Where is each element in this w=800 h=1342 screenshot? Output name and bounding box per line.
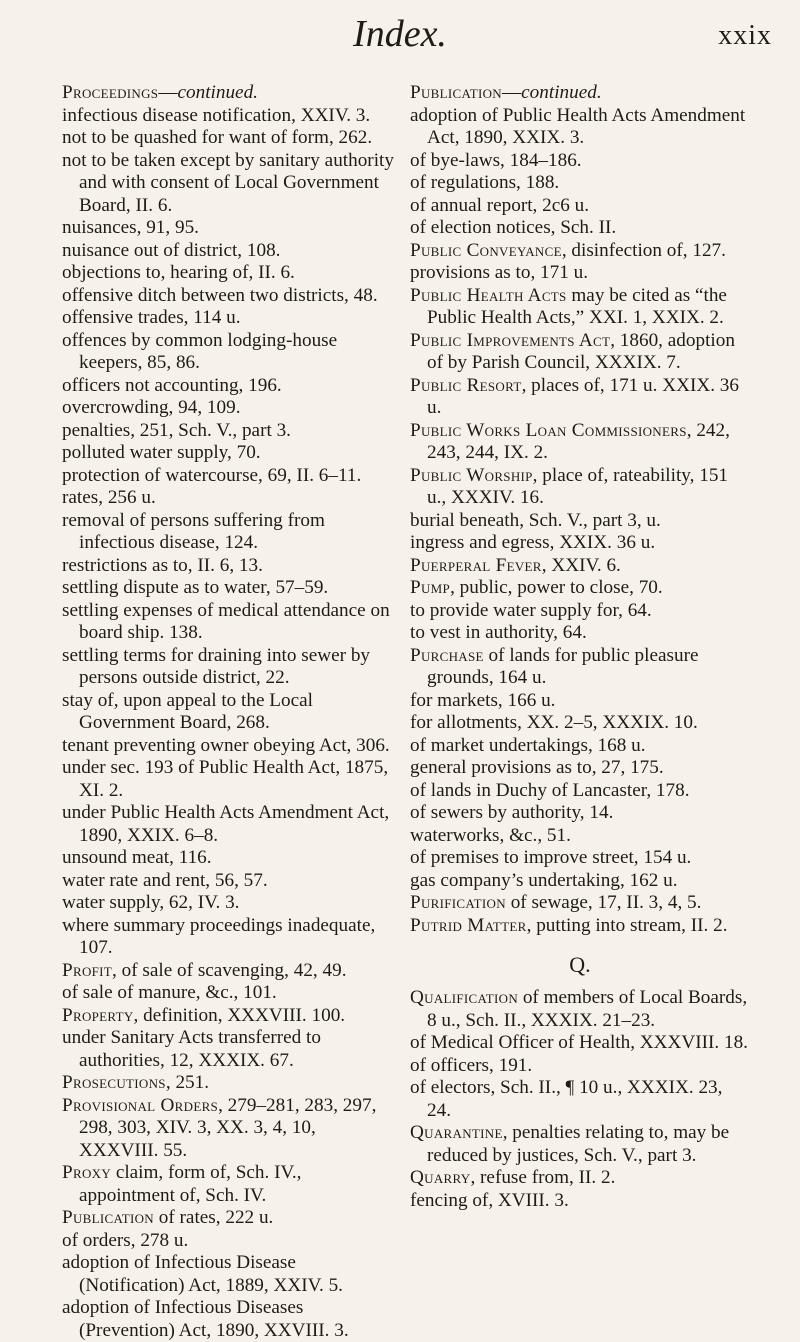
entry-heading: Proxy: [62, 1162, 112, 1183]
index-subentry: settling expenses of medical attendance on board ship. 138.: [62, 599, 390, 643]
index-subentry: settling terms for draining into sewer by persons outside district, 22.: [62, 644, 371, 688]
entry-text: , disinfection of, 127.: [561, 239, 726, 261]
index-subentry: ingress and egress, XXIX. 36 u.: [410, 532, 656, 553]
index-heading-entry: [62, 1207, 398, 1230]
index-subentry: under Public Health Acts Amendment Act, 1890, XXIX. 6–8.: [62, 802, 390, 846]
entry-text: claim, form of, Sch. IV., appointment of, Sch. IV.: [79, 1162, 302, 1206]
entry-text: , 279–281, 283, 297, 298, 303, XIV. 3, XX. 3, 4, 10, XXXVIII. 55.: [79, 1094, 377, 1161]
entry-heading: Purchase: [410, 644, 484, 666]
entry-heading: Property: [62, 1004, 134, 1026]
index-subentry: to provide water supply for, 64.: [410, 599, 652, 621]
entry-heading: Prosecutions: [62, 1072, 166, 1093]
entry-text: , places of, 171 u. XXIX. 36 u.: [427, 374, 739, 418]
index-subentry: removal of persons suffering from infectious disease, 124.: [62, 509, 325, 553]
page-header: [0, 0, 800, 70]
entry-text: of sewage, 17, II. 3, 4, 5.: [505, 892, 702, 913]
entry-text: , public, power to close, 70.: [450, 577, 663, 598]
index-subentry: provisions as to, 171 u.: [410, 262, 589, 283]
index-subentry: water supply, 62, IV. 3.: [62, 892, 240, 913]
page-number: xxix: [718, 20, 772, 51]
index-subentry: not to be taken except by sanitary authority and with consent of Local Government Board, II. 6.: [62, 149, 394, 216]
index-column-right: [410, 82, 750, 1212]
entry-text: , 1860, adoption of by Parish Council, XXXIX. 7.: [427, 329, 735, 373]
entry-heading: Proceedings: [62, 82, 159, 103]
index-subentry: adoption of Infectious Disease (Notification) Act, 1889, XXIV. 5.: [62, 1252, 343, 1296]
index-heading-entry: [62, 1072, 398, 1095]
entry-heading: Public Improvements Act: [410, 329, 611, 351]
index-subentry: adoption of Infectious Diseases (Prevention) Act, 1890, XXVIII. 3.: [62, 1297, 349, 1341]
index-subentry: of annual report, 2c6 u.: [410, 194, 590, 216]
entry-text: , definition, XXXVIII. 100.: [133, 1004, 346, 1026]
index-subentry: under sec. 193 of Public Health Act, 1875, XI. 2.: [62, 757, 389, 801]
index-heading-entry: [410, 330, 750, 375]
entry-text: , place of, rateability, 151 u., XXXIV. 16.: [427, 464, 729, 508]
index-heading-entry: [410, 1122, 750, 1167]
entry-text: , penalties relating to, may be reduced by justices, Sch. V., part 3.: [427, 1122, 730, 1166]
entry-text: —: [501, 82, 522, 103]
index-heading-entry: [410, 915, 750, 938]
entry-text: of members of Local Boards, 8 u., Sch. II., XXXIX. 21–23.: [427, 987, 748, 1031]
index-subentry: of market undertakings, 168 u.: [410, 734, 646, 756]
index-heading-entry: [410, 240, 750, 263]
index-subentry: nuisance out of district, 108.: [62, 239, 281, 261]
entry-text: —: [158, 82, 178, 103]
entry-heading: Profit: [62, 959, 113, 981]
index-heading-entry: [410, 577, 750, 600]
index-column-left: [62, 82, 398, 1342]
entry-heading: Quarantine: [410, 1122, 503, 1143]
index-subentry: of sale of manure, &c., 101.: [62, 982, 277, 1003]
index-subentry: of election notices, Sch. II.: [410, 217, 617, 238]
index-heading-entry: [410, 1167, 750, 1190]
index-subentry: general provisions as to, 27, 175.: [410, 757, 664, 778]
index-subentry: waterworks, &c., 51.: [410, 824, 571, 846]
entry-text: of rates, 222 u.: [153, 1207, 274, 1228]
index-heading-entry: [62, 960, 398, 983]
index-subentry: polluted water supply, 70.: [62, 442, 261, 463]
index-subentry: tenant preventing owner obeying Act, 306.: [62, 734, 390, 756]
index-heading-entry: [410, 285, 750, 330]
entry-text: , refuse from, II. 2.: [470, 1167, 616, 1188]
index-subentry: unsound meat, 116.: [62, 847, 212, 868]
index-heading-entry: [410, 375, 750, 420]
index-heading-entry: [410, 82, 750, 105]
continued-label: continued.: [177, 82, 258, 103]
entry-text: , 251.: [165, 1072, 210, 1093]
index-subentry: infectious disease notification, XXIV. 3.: [62, 104, 371, 126]
index-subentry: offences by common lodging-house keepers, 85, 86.: [62, 329, 338, 373]
entry-text: , putting into stream, II. 2.: [526, 914, 728, 936]
index-subentry: restrictions as to, II. 6, 13.: [62, 554, 263, 576]
entry-heading: Puerperal Fever: [410, 554, 542, 576]
index-subentry: of electors, Sch. II., ¶ 10 u., XXXIX. 23, 24.: [410, 1077, 723, 1121]
entry-heading: Public Works Loan Commissioners: [410, 419, 687, 441]
entry-heading: Public Health Acts: [410, 284, 567, 306]
index-heading-entry: [410, 892, 750, 915]
index-heading-entry: [62, 1005, 398, 1028]
index-subentry: to vest in authority, 64.: [410, 622, 587, 643]
index-heading-entry: [410, 987, 750, 1032]
index-subentry: rates, 256 u.: [62, 487, 156, 508]
index-subentry: burial beneath, Sch. V., part 3, u.: [410, 509, 661, 531]
index-subentry: of orders, 278 u.: [62, 1229, 189, 1251]
index-subentry: water rate and rent, 56, 57.: [62, 869, 268, 891]
entry-heading: Provisional Orders: [62, 1094, 219, 1116]
entry-heading: Pump: [410, 577, 451, 598]
running-title: Index.: [353, 13, 447, 55]
index-subentry: fencing of, XVIII. 3.: [410, 1189, 569, 1211]
index-heading-entry: [410, 420, 750, 465]
index-heading-entry: [410, 555, 750, 578]
section-letter: Q.: [569, 952, 591, 977]
index-subentry: gas company’s undertaking, 162 u.: [410, 869, 678, 891]
index-subentry: offensive trades, 114 u.: [62, 307, 241, 328]
index-heading-entry: [62, 82, 398, 105]
entry-heading: Purification: [410, 892, 506, 913]
index-heading-entry: [410, 465, 750, 510]
continued-label: continued.: [521, 82, 602, 103]
index-subentry: of sewers by authority, 14.: [410, 802, 614, 823]
index-subentry: objections to, hearing of, II. 6.: [62, 262, 295, 283]
index-subentry: nuisances, 91, 95.: [62, 217, 199, 238]
entry-heading: Public Worship: [410, 464, 533, 486]
index-subentry: protection of watercourse, 69, II. 6–11.: [62, 464, 362, 486]
entry-text: of lands for public pleasure grounds, 164 u.: [427, 644, 699, 688]
index-subentry: of lands in Duchy of Lancaster, 178.: [410, 779, 690, 801]
entry-text: , XXIV. 6.: [541, 554, 621, 576]
index-subentry: for allotments, XX. 2–5, XXXIX. 10.: [410, 712, 698, 733]
entry-text: , 242, 243, 244, IX. 2.: [427, 419, 730, 463]
index-subentry: of bye-laws, 184–186.: [410, 149, 582, 171]
index-subentry: penalties, 251, Sch. V., part 3.: [62, 419, 291, 441]
index-subentry: stay of, upon appeal to the Local Government Board, 268.: [62, 689, 313, 733]
index-subentry: under Sanitary Acts transferred to authorities, 12, XXXIX. 67.: [62, 1027, 321, 1071]
index-subentry: where summary proceedings inadequate, 107.: [62, 914, 376, 958]
entry-heading: Quarry: [410, 1167, 471, 1188]
entry-heading: Putrid Matter: [410, 914, 527, 936]
index-subentry: of premises to improve street, 154 u.: [410, 847, 692, 868]
index-heading-entry: [410, 645, 750, 690]
index-subentry: of regulations, 188.: [410, 172, 560, 193]
entry-heading: Publication: [62, 1207, 154, 1228]
index-subentry: for markets, 166 u.: [410, 689, 556, 711]
index-heading-entry: [62, 1095, 398, 1163]
entry-text: may be cited as “the Public Health Acts,” XXI. 1, XXIX. 2.: [427, 284, 727, 328]
index-subentry: adoption of Public Health Acts Amendment Act, 1890, XXIX. 3.: [410, 104, 746, 148]
index-subentry: settling dispute as to water, 57–59.: [62, 577, 329, 598]
entry-heading: Qualification: [410, 987, 519, 1008]
index-subentry: overcrowding, 94, 109.: [62, 397, 241, 418]
index-subentry: of officers, 191.: [410, 1054, 533, 1076]
entry-heading: Public Resort: [410, 374, 522, 396]
index-subentry: officers not accounting, 196.: [62, 374, 282, 396]
index-subentry: offensive ditch between two districts, 48.: [62, 284, 378, 306]
index-heading-entry: [62, 1162, 398, 1207]
entry-heading: Publication: [410, 82, 502, 103]
index-subentry: not to be quashed for want of form, 262.: [62, 127, 373, 148]
entry-heading: Public Conveyance: [410, 239, 562, 261]
index-subentry: of Medical Officer of Health, XXXVIII. 18.: [410, 1032, 748, 1053]
entry-text: , of sale of scavenging, 42, 49.: [112, 959, 347, 981]
